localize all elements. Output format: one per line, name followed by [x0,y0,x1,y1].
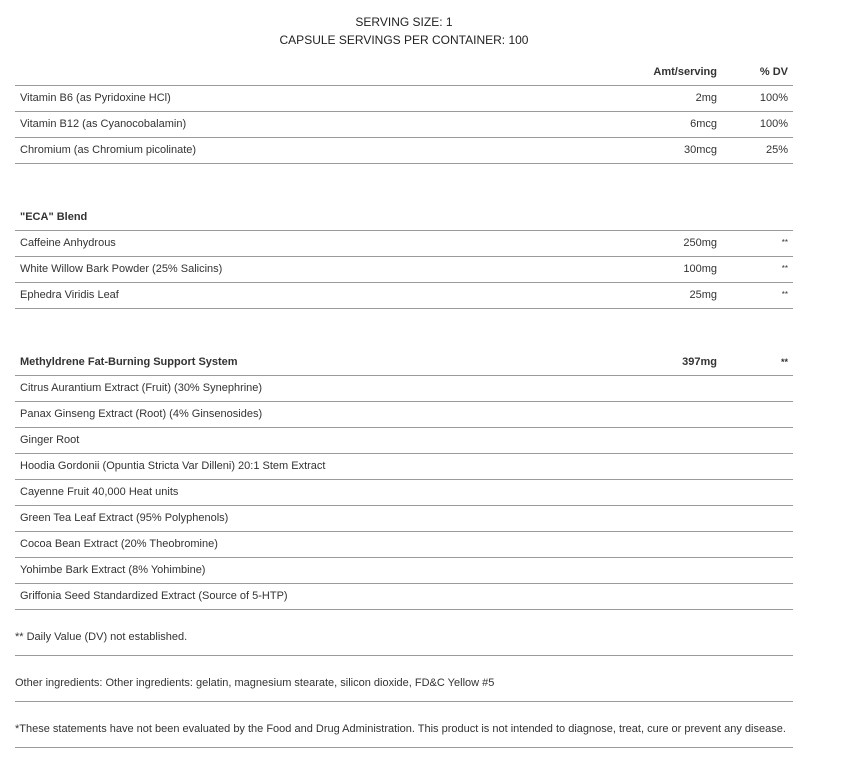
methyldrene-title: Methyldrene Fat-Burning Support System [20,356,238,368]
ingredient-dv: ** [781,290,788,299]
table-row [15,85,793,112]
daily-value-text: ** Daily Value (DV) not established. [15,631,188,643]
table-row [15,282,793,309]
ingredient-dv: ** [781,238,788,247]
table-row [15,230,793,257]
ingredient-name: Cocoa Bean Extract (20% Theobromine) [20,538,218,550]
ingredient-name: Hoodia Gordonii (Opuntia Stricta Var Dilleni) 20:1 Stem Extract [20,460,326,472]
methyldrene-amount: 397mg [682,356,717,368]
nutrient-dv: 100% [759,118,788,130]
fda-disclaimer-note [15,713,793,748]
ingredient-name: Cayenne Fruit 40,000 Heat units [20,486,179,498]
ingredient-name: Ephedra Viridis Leaf [20,289,119,301]
methyldrene-dv: ** [780,357,788,367]
table-header-row [15,59,793,86]
table-row [15,111,793,138]
ingredient-name: Panax Ginseng Extract (Root) (4% Ginsenosides) [20,408,263,420]
nutrient-amount: 2mg [695,92,717,104]
other-ingredients-note [15,667,793,702]
table-row [15,557,793,584]
table-row [15,256,793,283]
nutrient-dv: 25% [765,144,788,156]
methyldrene-header [15,349,793,376]
table-row [15,479,793,506]
table-row [15,375,793,402]
ingredient-name: Yohimbe Bark Extract (8% Yohimbine) [20,564,206,576]
nutrient-amount: 30mcg [683,144,717,156]
ingredient-amount: 25mg [689,289,717,301]
nutrient-dv: 100% [759,92,788,104]
ingredient-name: Ginger Root [20,434,80,446]
header-amount: Amt/serving [653,66,717,78]
table-row [15,453,793,480]
nutrient-amount: 6mcg [690,118,717,130]
nutrient-name: Vitamin B12 (as Cyanocobalamin) [20,118,187,130]
ingredient-amount: 250mg [683,237,717,249]
table-row [15,583,793,610]
table-row [15,137,793,164]
table-row [15,427,793,454]
fda-disclaimer-text: *These statements have not been evaluated by the Food and Drug Administration. This product is not intended to diagnose, treat, cure or prevent any disease. [15,723,786,735]
eca-blend-header [15,204,793,231]
other-ingredients-text: Other ingredients: Other ingredients: gelatin, magnesium stearate, silicon dioxide, FD&C Yellow #5 [15,677,495,689]
nutrient-name: Chromium (as Chromium picolinate) [20,144,197,156]
ingredient-name: Citrus Aurantium Extract (Fruit) (30% Synephrine) [20,382,263,394]
serving-size: SERVING SIZE: 1 [355,15,453,29]
ingredient-name: White Willow Bark Powder (25% Salicins) [20,263,223,275]
table-row [15,401,793,428]
eca-blend-title: "ECA" Blend [20,211,88,223]
ingredient-dv: ** [781,264,788,273]
ingredient-amount: 100mg [683,263,717,275]
daily-value-note [15,621,793,656]
nutrient-name: Vitamin B6 (as Pyridoxine HCl) [20,92,171,104]
header-dv: % DV [759,66,788,78]
ingredient-name: Caffeine Anhydrous [20,237,116,249]
ingredient-name: Green Tea Leaf Extract (95% Polyphenols) [20,512,229,524]
table-row [15,505,793,532]
table-row [15,531,793,558]
ingredient-name: Griffonia Seed Standardized Extract (Source of 5-HTP) [20,590,288,602]
servings-per-container: CAPSULE SERVINGS PER CONTAINER: 100 [279,33,529,47]
